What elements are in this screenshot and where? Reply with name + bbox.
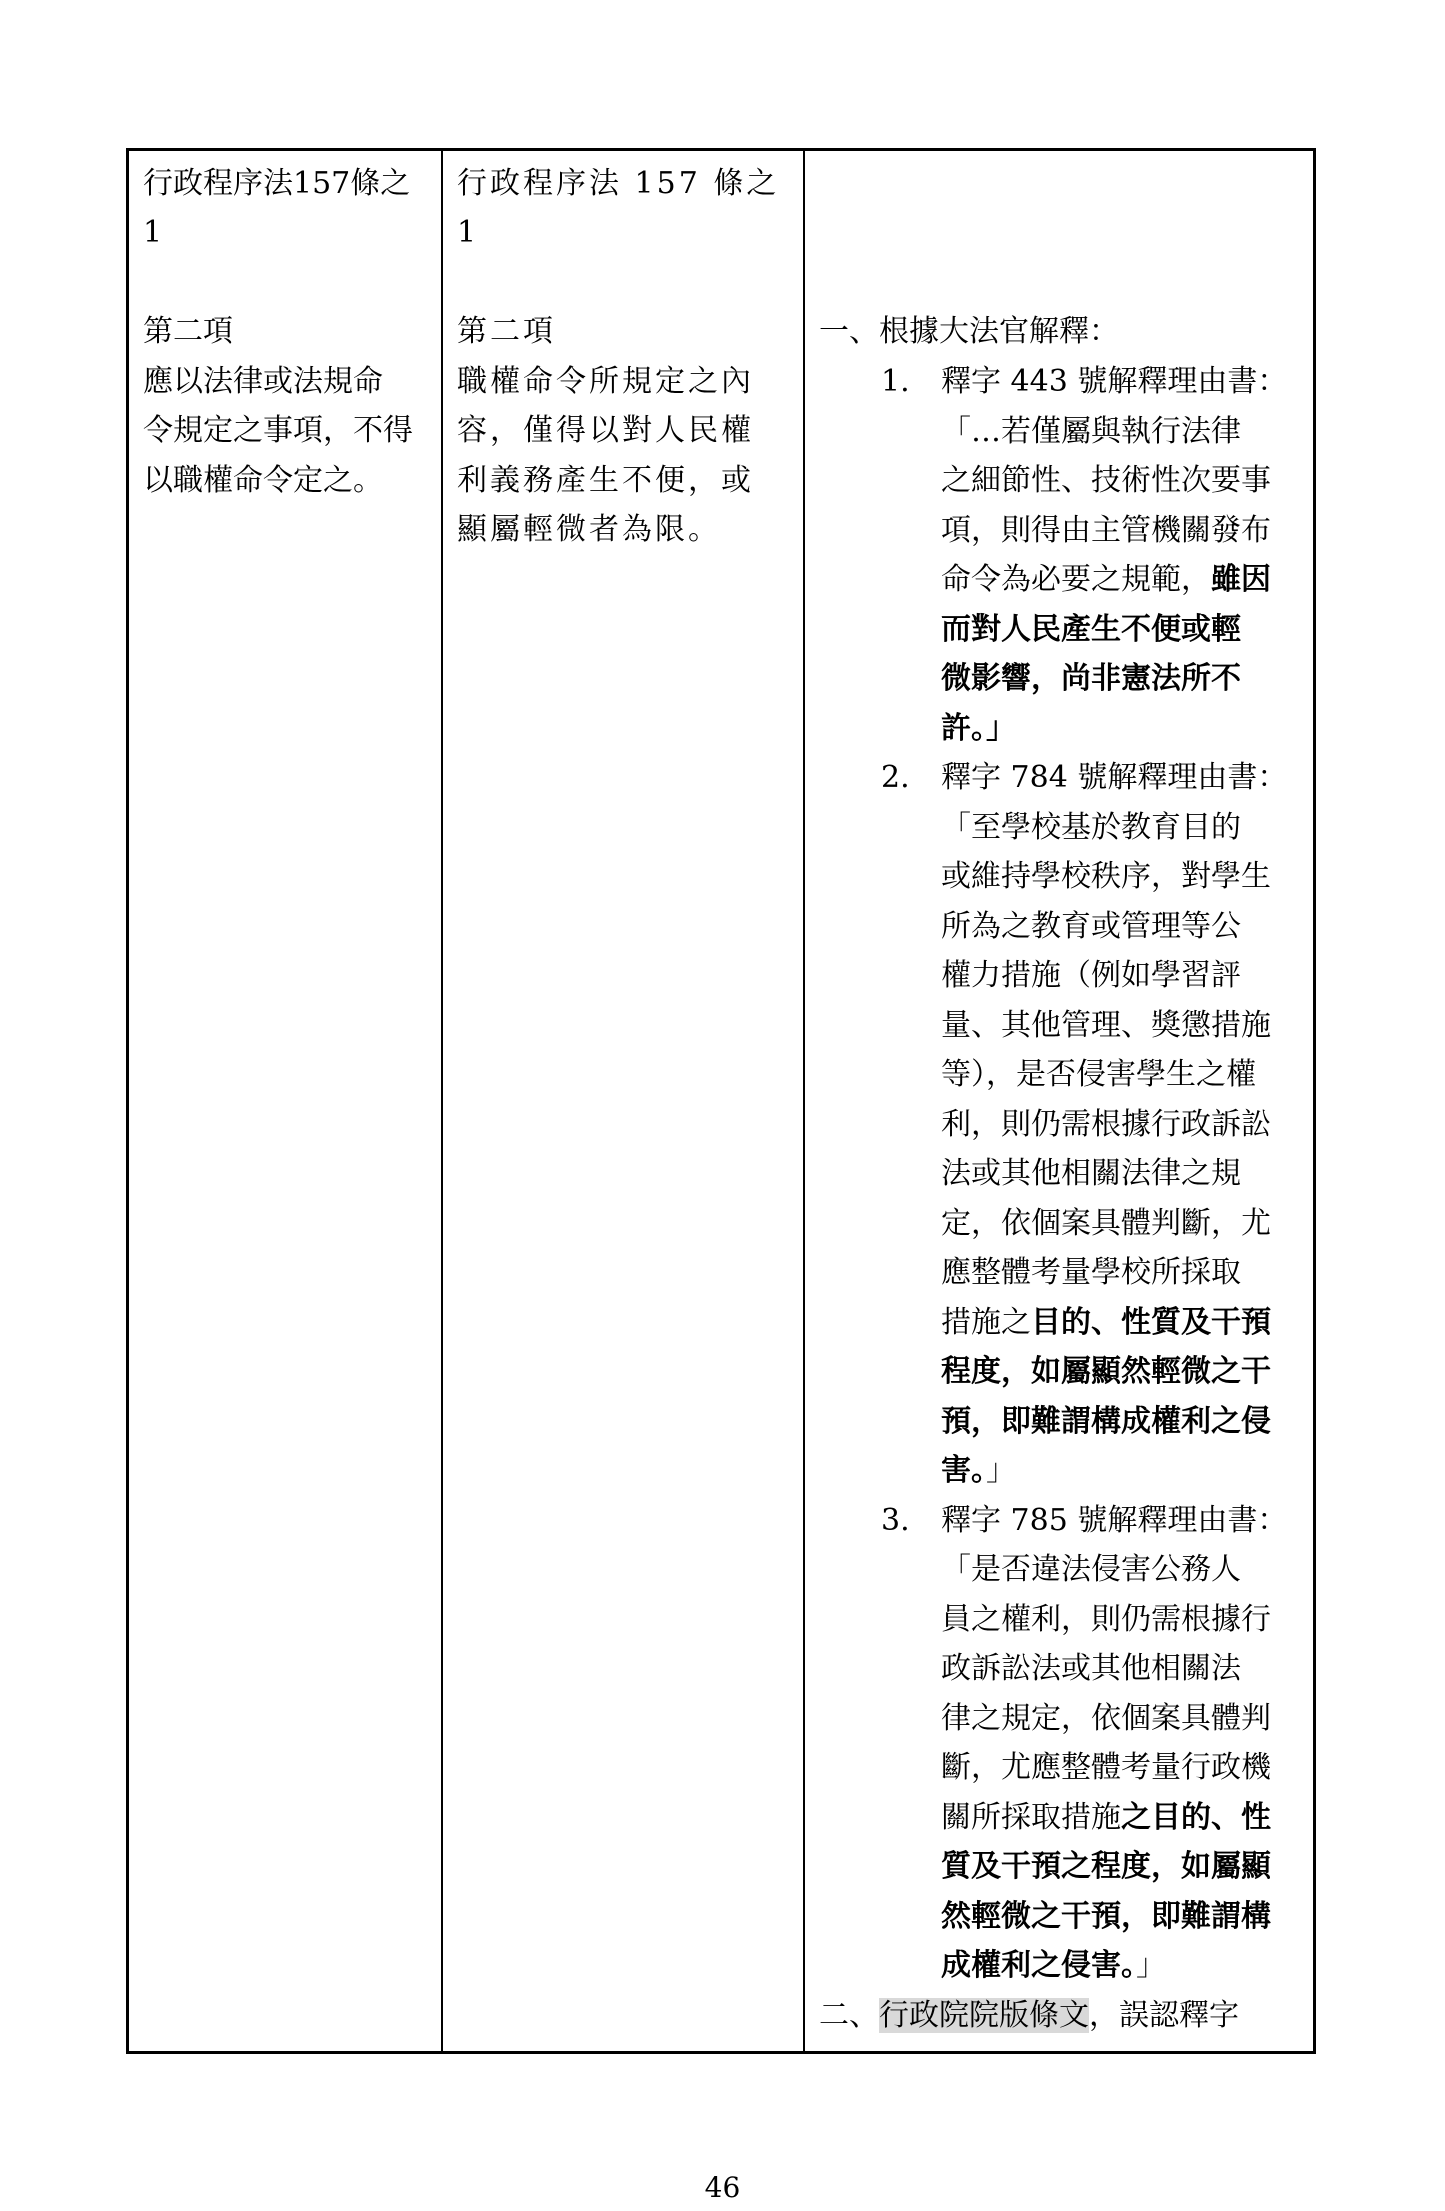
bold-text-segment: 成權利之侵害。 xyxy=(941,1948,1136,1983)
column-explanation xyxy=(805,151,1313,2051)
text-segment: 「…若僅屬與執行法律 xyxy=(941,413,1241,449)
col2-heading-line-2: 1 xyxy=(457,215,480,250)
text-segment: 所為之教育或管理等公 xyxy=(941,908,1241,944)
text-segment: 項，則得由主管機關發布 xyxy=(941,512,1271,548)
text-segment: 「至學校基於教育目的 xyxy=(941,809,1241,845)
bold-text-segment: 許。」 xyxy=(941,710,1016,746)
column-current-law xyxy=(129,151,443,2051)
interpretation-item-line xyxy=(941,1694,1271,1744)
text-segment: 員之權利，則仍需根據行 xyxy=(941,1601,1271,1637)
text-segment: 釋字 784 號解釋理由書： xyxy=(941,760,1288,795)
col2-body-line-3: 利義務產生不便，或 xyxy=(457,463,754,498)
bold-text-segment: 預，即難謂構成權利之侵 xyxy=(941,1403,1271,1439)
interpretation-item-line xyxy=(941,456,1271,506)
column-proposed-law xyxy=(443,151,805,2051)
col1-heading-line-1: 行政程序法157條之 xyxy=(143,166,411,201)
bold-text-segment: 害。 xyxy=(941,1453,986,1488)
col1-body-line-3: 以職權命令定之。 xyxy=(143,463,383,498)
col1-body-line-1: 應以法律或法規命 xyxy=(143,364,383,399)
bold-text-segment: 程度，如屬顯然輕微之干 xyxy=(941,1354,1271,1389)
text-segment: 命令為必要之規範， xyxy=(941,562,1211,597)
section-2-highlighted-text: 行政院院版條文 xyxy=(879,1997,1089,2033)
interpretation-item-line xyxy=(941,704,1016,754)
comparison-table xyxy=(126,148,1316,2054)
text-segment: 政訴訟法或其他相關法 xyxy=(941,1651,1241,1686)
interpretation-item-number: 2. xyxy=(881,760,910,795)
text-segment: 措施之 xyxy=(941,1304,1031,1340)
interpretation-item-line xyxy=(941,1941,1166,1991)
interpretation-item-line xyxy=(941,1892,1271,1942)
interpretation-item-line xyxy=(941,1644,1241,1694)
interpretation-item-line xyxy=(941,1001,1271,1051)
text-segment: 法或其他相關法律之規 xyxy=(941,1156,1241,1191)
interpretation-item-line xyxy=(941,1149,1241,1199)
section-1-title: 一、根據大法官解釋： xyxy=(819,314,1119,349)
text-segment: 量、其他管理、獎懲措施 xyxy=(941,1007,1271,1043)
col2-body-line-1: 職權命令所規定之內 xyxy=(457,364,754,399)
col2-body-line-2: 容，僅得以對人民權 xyxy=(457,413,754,448)
text-segment: 或維持學校秩序，對學生 xyxy=(941,859,1271,894)
text-segment: 之細節性、技術性次要事 xyxy=(941,463,1271,498)
col1-item-label: 第二項 xyxy=(143,314,233,349)
text-segment: 定，依個案具體判斷，尤 xyxy=(941,1205,1271,1241)
interpretation-item-line xyxy=(941,1595,1271,1645)
interpretation-item-line xyxy=(941,1199,1271,1249)
interpretation-item-line xyxy=(941,1347,1271,1397)
text-segment: 釋字 785 號解釋理由書： xyxy=(941,1502,1288,1538)
text-segment: 權力措施（例如學習評 xyxy=(941,958,1241,993)
interpretation-item-line xyxy=(941,852,1271,902)
text-segment: 等），是否侵害學生之權 xyxy=(941,1057,1256,1092)
col2-heading-line-1: 行政程序法 157 條之 xyxy=(457,166,780,201)
text-segment: 「是否違法侵害公務人 xyxy=(941,1552,1241,1587)
section-2-line xyxy=(819,1991,1239,2041)
interpretation-item-line xyxy=(941,605,1241,655)
interpretation-item-line xyxy=(941,1397,1271,1447)
interpretation-item-line xyxy=(941,407,1241,457)
interpretation-item-line xyxy=(941,1743,1271,1793)
page-number: 46 xyxy=(704,2171,741,2204)
interpretation-item-line xyxy=(941,654,1241,704)
interpretation-item-line xyxy=(941,555,1271,605)
section-2-suffix: ，誤認釋字 xyxy=(1089,1997,1239,2033)
text-segment: 」 xyxy=(1136,1948,1166,1983)
col2-item-label: 第二項 xyxy=(457,314,556,349)
text-segment: 關所採取措施 xyxy=(941,1799,1121,1835)
interpretation-item-line xyxy=(941,1446,1016,1496)
interpretation-item-line xyxy=(941,1298,1271,1348)
interpretation-item-line xyxy=(941,1842,1271,1892)
text-segment: 律之規定，依個案具體判 xyxy=(941,1700,1271,1736)
bold-text-segment: 微影響，尚非憲法所不 xyxy=(941,661,1241,696)
interpretation-item-line xyxy=(941,803,1241,853)
interpretation-item-line xyxy=(941,1545,1241,1595)
text-segment: 釋字 443 號解釋理由書： xyxy=(941,364,1288,399)
col1-heading-line-2: 1 xyxy=(143,215,163,250)
interpretation-item-line xyxy=(941,1248,1241,1298)
interpretation-item-number: 1. xyxy=(881,364,910,399)
interpretation-item-line xyxy=(941,1100,1271,1150)
col2-body-line-4: 顯屬輕微者為限。 xyxy=(457,512,721,547)
text-segment: 應整體考量學校所採取 xyxy=(941,1255,1241,1290)
bold-text-segment: 之目的、性 xyxy=(1121,1799,1271,1835)
interpretation-item-line xyxy=(941,357,1287,407)
interpretation-item-line xyxy=(941,1050,1256,1100)
interpretation-item-line xyxy=(941,1793,1271,1843)
interpretation-item-line xyxy=(941,1496,1287,1546)
interpretation-item-line xyxy=(941,902,1241,952)
bold-text-segment: 質及干預之程度，如屬顯 xyxy=(941,1849,1271,1884)
section-2-prefix: 二、 xyxy=(819,1997,879,2033)
text-segment: 」 xyxy=(986,1453,1016,1488)
text-segment: 利，則仍需根據行政訴訟 xyxy=(941,1106,1271,1142)
bold-text-segment: 然輕微之干預，即難謂構 xyxy=(941,1898,1271,1934)
interpretation-item-line xyxy=(941,506,1271,556)
interpretation-item-number: 3. xyxy=(881,1502,910,1538)
bold-text-segment: 雖因 xyxy=(1211,562,1271,597)
col1-body-line-2: 令規定之事項，不得 xyxy=(143,413,413,448)
bold-text-segment: 而對人民產生不便或輕 xyxy=(941,611,1241,647)
text-segment: 斷，尤應整體考量行政機 xyxy=(941,1750,1271,1785)
interpretation-item-line xyxy=(941,951,1241,1001)
interpretation-item-line xyxy=(941,753,1287,803)
bold-text-segment: 目的、性質及干預 xyxy=(1031,1304,1271,1340)
